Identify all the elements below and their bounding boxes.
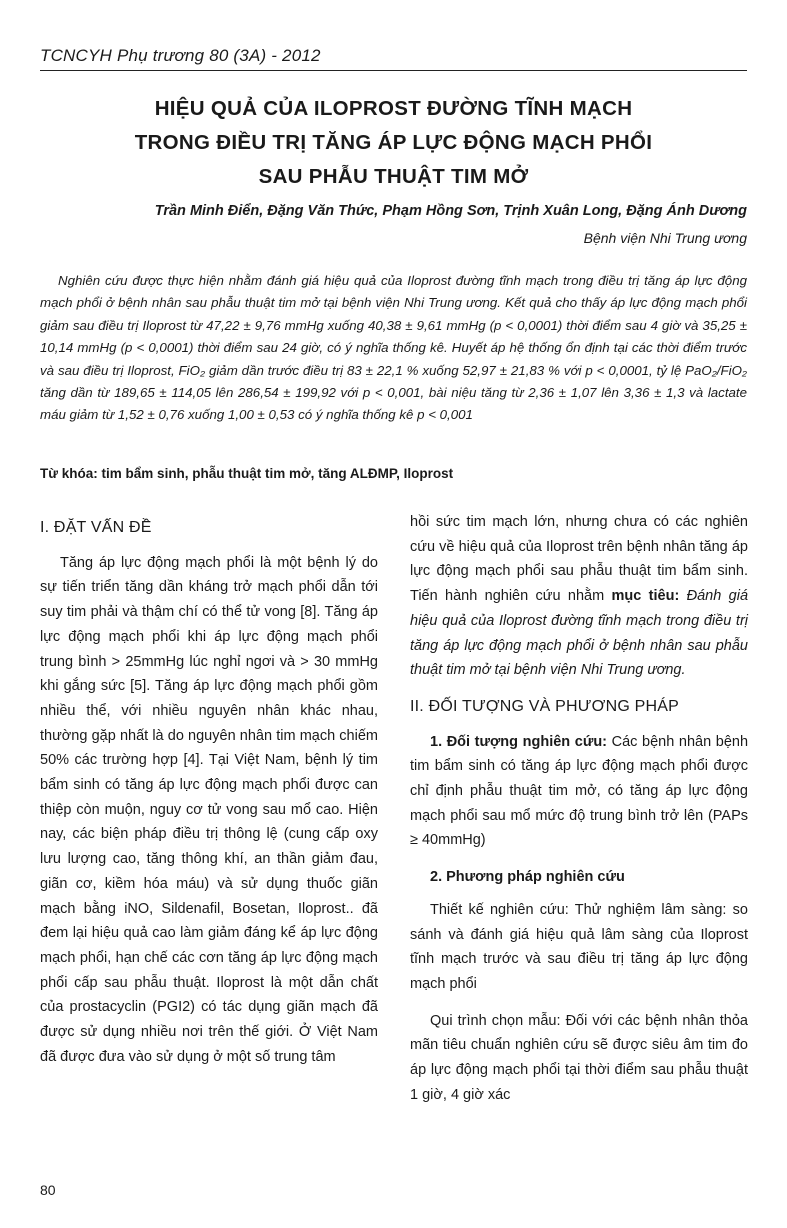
article-title — [60, 92, 727, 194]
abstract-text: Nghiên cứu được thực hiện nhằm đánh giá hiệu quả của Iloprost đường tĩnh mạch trong điều trị tăng áp lực động mạch phổi ở bệnh nhân sau phẫu thuật tim mở tại bệnh viện Nhi Trung ương. Kết quả cho thấy áp lực động mạch phổi giảm sau điều trị Iloprost từ 47,22 ± 9,76 mmHg xuống 40,38 ± 9,61 mmHg (p < 0,0001) thời điểm sau 4 giờ và 35,25 ± 10,14 mmHg (p < 0,0001) thời điểm sau 24 giờ, có ý nghĩa thống kê. Huyết áp hệ thống ổn định tại các thời điểm trước và sau điều trị Iloprost, FiO₂ giảm dần trước điều trị 83 ± 22,1 % xuống 52,97 ± 21,83 % với p < 0,0001, tỷ lệ PaO₂/FiO₂ tăng dần từ 189,65 ± 114,05 lên 286,54 ± 199,92 với p < 0,001, bài niệu tăng từ 2,36 ± 1,07 lên 3,36 ± 1,3 và lactate máu giảm từ 1,52 ± 0,76 xuống 1,00 ± 0,53 có ý nghĩa thống kê p < 0,001 — [40, 273, 747, 423]
header-rule — [40, 70, 747, 71]
section-1-heading: I. ĐẶT VẤN ĐỀ — [40, 519, 152, 536]
abstract — [40, 270, 747, 427]
section-1-paragraph-1: Tăng áp lực động mạch phổi là một bệnh lý do sự tiến triển tăng dần kháng trở mạch phổi dẫn tới suy tim phải và thậm chí có thể tử vong [8]. Tăng áp lực động mạch phổi khi áp lực động mạch phổi trung bình > 25mmHg lúc nghỉ ngơi và > 30 mmHg khi gắng sức [5]. Tăng áp lực động mạch phổi gồm nhiều thể, với nhiều nguyên nhân khác nhau, thường gặp nhất là do nguyên nhân tim mạch chiếm 50% các trường hợp [4]. Tại Việt Nam, bệnh lý tim bẩm sinh có tăng áp lực động mạch phổi được can thiệp còn muộn, nguy cơ tử vong sau mổ cao. Hiện nay, các biện pháp điều trị thông lệ (cung cấp oxy lưu lượng cao, tăng thông khí, an thần giảm đau, giãn cơ, kiềm hóa máu) và sử dụng thuốc giãn mạch bằng iNO, Sildenafil, Bosetan, Iloprost.. đã đem lại hiệu quả cao làm giảm đáng kể áp lực động mạch phổi, hạn chế các cơn tăng áp lực động mạch phổi cấp sau phẫu thuật. Iloprost là một dẫn chất của prostacyclin (PGI2) có tác dụng giãn mạch đã được sử dụng nhiều nơi trên thế giới. Ở Việt Nam đã được đưa vào sử dụng ở một số trung tâm — [40, 554, 378, 1065]
sampling-paragraph: Qui trình chọn mẫu: Đối với các bệnh nhân thỏa mãn tiêu chuẩn nghiên cứu sẽ được siêu âm tim đo áp lực động mạch phổi tại thời điểm sau phẫu thuật 1 giờ, 4 giờ xác — [410, 1012, 748, 1103]
methods-subheading: 2. Phương pháp nghiên cứu — [430, 869, 625, 886]
keywords — [40, 466, 747, 481]
title-line-1: HIỆU QUẢ CỦA ILOPROST ĐƯỜNG TĨNH MẠCH — [154, 97, 633, 120]
title-line-3: SAU PHẪU THUẬT TIM MỞ — [258, 165, 529, 188]
title-line-2: TRONG ĐIỀU TRỊ TĂNG ÁP LỰC ĐỘNG MẠCH PHỔI — [134, 131, 653, 154]
right-column — [410, 510, 748, 1119]
page-number: 80 — [40, 1182, 56, 1198]
keywords-label: Từ khóa: — [40, 466, 98, 481]
p2-text: hồi sức tim mạch lớn, nhưng chưa có các nghiên cứu về hiệu quả của Iloprost trên bệnh nhân tăng áp lực động mạch phổi sau phẫu thuật tim bẩm sinh. Tiến hành nghiên cứu nhằm — [410, 514, 748, 605]
affiliation: Bệnh viện Nhi Trung ương — [583, 230, 747, 246]
section-2-heading: II. ĐỐI TƯỢNG VÀ PHƯƠNG PHÁP — [410, 697, 679, 715]
authors: Trần Minh Điển, Đặng Văn Thức, Phạm Hồng Sơn, Trịnh Xuân Long, Đặng Ánh Dương — [154, 203, 747, 219]
section-1-paragraph-2 — [410, 510, 748, 683]
subjects-text: Các bệnh nhân bệnh tim bẩm sinh có tăng áp lực động mạch phổi được chỉ định phẫu thuật tim mở, có tăng áp lực động mạch phổi sau mổ mức độ trung bình trở lên (PAPs ≥ 40mmHg) — [410, 733, 749, 849]
journal-header: TCNCYH Phụ trương 80 (3A) - 2012 — [40, 46, 321, 65]
left-column — [40, 510, 378, 1081]
objective-label: mục tiêu: — [611, 588, 680, 605]
study-design-paragraph: Thiết kế nghiên cứu: Thử nghiệm lâm sàng: so sánh và đánh giá hiệu quả lâm sàng của Iloprost tĩnh mạch trước và sau điều trị tăng áp lực động mạch phổi — [410, 901, 748, 992]
keywords-text: tim bẩm sinh, phẫu thuật tim mở, tăng ALĐMP, Iloprost — [101, 466, 454, 481]
subjects-label: 1. Đối tượng nghiên cứu: — [430, 733, 608, 750]
objective-text: Đánh giá hiệu quả của Iloprost đường tĩnh mạch trong điều trị tăng áp lực động mạch phổi ở bệnh nhân sau phẫu thuật tim mở tại bệnh viện Nhi Trung ương. — [410, 588, 749, 679]
subjects-paragraph — [410, 730, 748, 854]
